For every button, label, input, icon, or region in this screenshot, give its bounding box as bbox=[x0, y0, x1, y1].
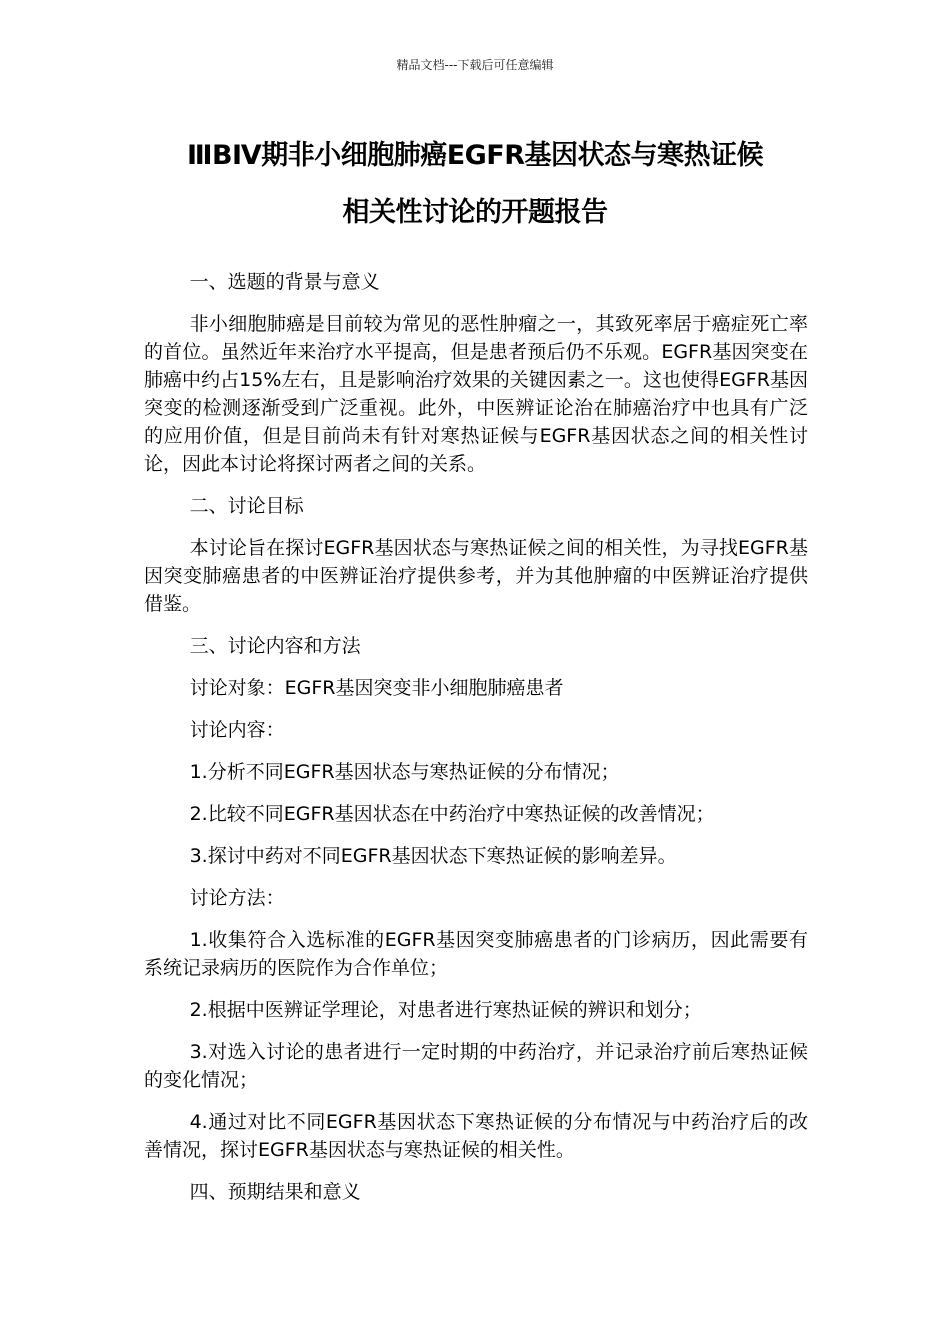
document-title-line-2: 相关性讨论的开题报告 bbox=[342, 197, 608, 228]
list-item-method-2: 2.根据中医辨证学理论，对患者进行寒热证候的辨识和划分； bbox=[189, 999, 702, 1021]
section-heading-expected-results: 四、预期结果和意义 bbox=[189, 1181, 361, 1203]
paragraph-content-label: 讨论内容： bbox=[189, 719, 285, 741]
document-body bbox=[144, 268, 808, 1220]
section-heading-content-methods: 三、讨论内容和方法 bbox=[189, 635, 361, 657]
section-heading-objective: 二、讨论目标 bbox=[189, 495, 304, 517]
list-item-content-1: 1.分析不同EGFR基因状态与寒热证候的分布情况； bbox=[189, 761, 620, 783]
paragraph-background: 非小细胞肺癌是目前较为常见的恶性肿瘤之一，其致死率居于癌症死亡率的首位。虽然近年来治疗水平提高，但是患者预后仍不乐观。EGFR基因突变在肺癌中约占15%左右，且是影响治疗效果的关键因素之一。这也使得EGFR基因突变的检测逐渐受到广泛重视。此外，中医辨证论治在肺癌治疗中也具有广泛的应用价值，但是目前尚未有针对寒热证候与EGFR基因状态之间的相关性讨论，因此本讨论将探讨两者之间的关系。 bbox=[144, 313, 808, 475]
list-item-content-3: 3.探讨中药对不同EGFR基因状态下寒热证候的影响差异。 bbox=[189, 845, 677, 867]
list-item-method-3: 3.对选入讨论的患者进行一定时期的中药治疗，并记录治疗前后寒热证候的变化情况； bbox=[144, 1041, 808, 1091]
list-item-method-1: 1.收集符合入选标准的EGFR基因突变肺癌患者的门诊病历，因此需要有系统记录病历的医院作为合作单位； bbox=[144, 929, 808, 979]
paragraph-methods-label: 讨论方法： bbox=[189, 887, 285, 909]
paragraph-study-subject: 讨论对象：EGFR基因突变非小细胞肺癌患者 bbox=[189, 677, 564, 699]
list-item-content-2: 2.比较不同EGFR基因状态在中药治疗中寒热证候的改善情况； bbox=[189, 803, 715, 825]
paragraph-objective: 本讨论旨在探讨EGFR基因状态与寒热证候之间的相关性，为寻找EGFR基因突变肺癌患者的中医辨证治疗提供参考，并为其他肿瘤的中医辨证治疗提供借鉴。 bbox=[144, 537, 808, 615]
document-title-line-1: ⅢBⅣ期非小细胞肺癌EGFR基因状态与寒热证候 bbox=[186, 140, 764, 171]
list-item-method-4: 4.通过对比不同EGFR基因状态下寒热证候的分布情况与中药治疗后的改善情况，探讨EGFR基因状态与寒热证候的相关性。 bbox=[144, 1111, 808, 1161]
section-heading-background: 一、选题的背景与意义 bbox=[189, 271, 380, 293]
page-header: 精品文档---下载后可任意编辑 bbox=[396, 58, 554, 72]
